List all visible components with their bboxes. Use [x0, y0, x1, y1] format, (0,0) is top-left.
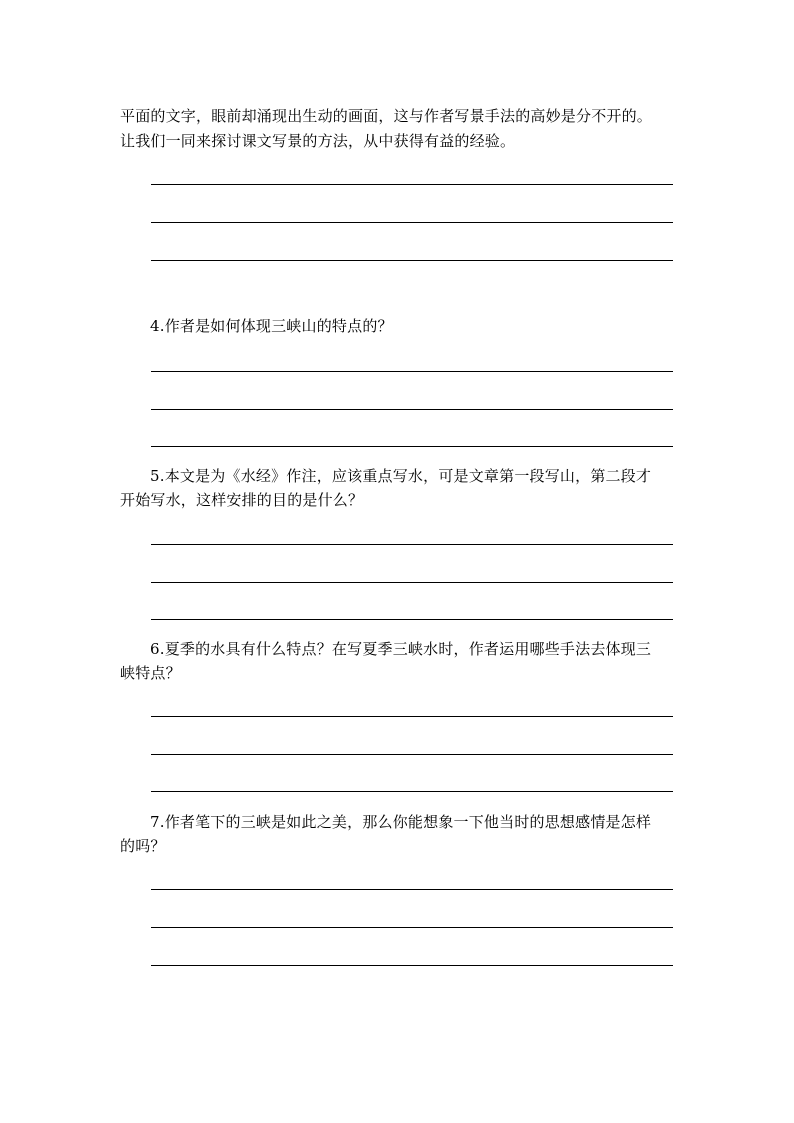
answer-line[interactable] [151, 409, 673, 410]
answer-line[interactable] [151, 965, 673, 966]
intro-text-line-1: 平面的文字，眼前却涌现出生动的画面，这与作者写景手法的高妙是分不开的。 [120, 107, 653, 125]
answer-line[interactable] [151, 446, 673, 447]
answer-line[interactable] [151, 619, 673, 620]
question-5-text-line-2: 开始写水，这样安排的目的是什么？ [120, 491, 364, 509]
answer-line[interactable] [151, 927, 673, 928]
answer-line[interactable] [151, 371, 673, 372]
answer-line[interactable] [151, 222, 673, 223]
answer-line[interactable] [151, 791, 673, 792]
answer-line[interactable] [151, 184, 673, 185]
question-6-text-line-1: 6.夏季的水具有什么特点？在写夏季三峡水时，作者运用哪些手法去体现三 [150, 640, 652, 658]
question-4-text: 4.作者是如何体现三峡山的特点的？ [150, 317, 393, 335]
answer-line[interactable] [151, 889, 673, 890]
answer-line[interactable] [151, 754, 673, 755]
question-5-text-line-1: 5.本文是为《水经》作注，应该重点写水，可是文章第一段写山，第二段才 [150, 467, 652, 485]
intro-text-line-2: 让我们一同来探讨课文写景的方法，从中获得有益的经验。 [120, 132, 516, 150]
answer-line[interactable] [151, 716, 673, 717]
answer-line[interactable] [151, 582, 673, 583]
question-7-text-line-1: 7.作者笔下的三峡是如此之美，那么你能想象一下他当时的思想感情是怎样 [150, 813, 652, 831]
answer-line[interactable] [151, 260, 673, 261]
answer-line[interactable] [151, 544, 673, 545]
question-7-text-line-2: 的吗？ [120, 837, 166, 855]
question-6-text-line-2: 峡特点？ [120, 664, 181, 682]
